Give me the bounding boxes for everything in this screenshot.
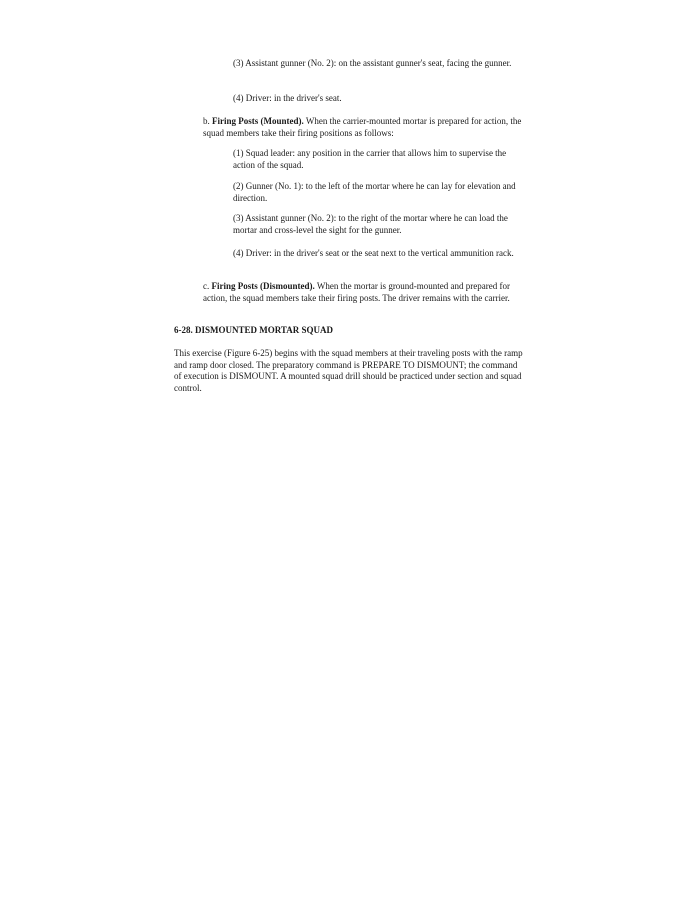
paragraph-assistant-gunner-firing: (3) Assistant gunner (No. 2): to the right of the mortar where he can load the mortar and cross-level the sight for the gunner. — [233, 213, 508, 235]
paragraph-dismounted-exercise: This exercise (Figure 6-25) begins with the squad members at their traveling posts with the ramp and ramp door closed. The preparatory command is PREPARE TO DISMOUNT; the command of execution is DISMOUNT. A mounted squad drill should be practiced under section and squad control. — [174, 348, 523, 393]
paragraph-firing-posts-dismounted — [203, 281, 523, 304]
paragraph-text: When the carrier-mounted mortar is prepared for action, the squad members take their firing positions as follows: — [203, 116, 522, 138]
paragraph-label: b. — [203, 116, 212, 126]
section-heading: 6-28. DISMOUNTED MORTAR SQUAD — [174, 325, 334, 335]
paragraph-text: When the mortar is ground-mounted and prepared for action, the squad members take their firing posts. The driver remains with the carrier. — [203, 281, 511, 303]
paragraph-label: c. — [203, 281, 212, 291]
paragraph-gunner-firing: (2) Gunner (No. 1): to the left of the mortar where he can lay for elevation and direction. — [233, 181, 516, 203]
paragraph-driver-firing: (4) Driver: in the driver's seat or the seat next to the vertical ammunition rack. — [233, 248, 514, 258]
paragraph-lead-in: Firing Posts (Mounted). — [212, 116, 304, 126]
paragraph-firing-posts-mounted — [203, 116, 523, 139]
paragraph-squad-leader-firing: (1) Squad leader: any position in the carrier that allows him to supervise the action of the squad. — [233, 148, 507, 170]
paragraph-assistant-gunner-traveling: (3) Assistant gunner (No. 2): on the assistant gunner's seat, facing the gunner. — [233, 58, 512, 68]
paragraph-driver-traveling: (4) Driver: in the driver's seat. — [233, 93, 342, 103]
paragraph-lead-in: Firing Posts (Dismounted). — [211, 281, 315, 291]
